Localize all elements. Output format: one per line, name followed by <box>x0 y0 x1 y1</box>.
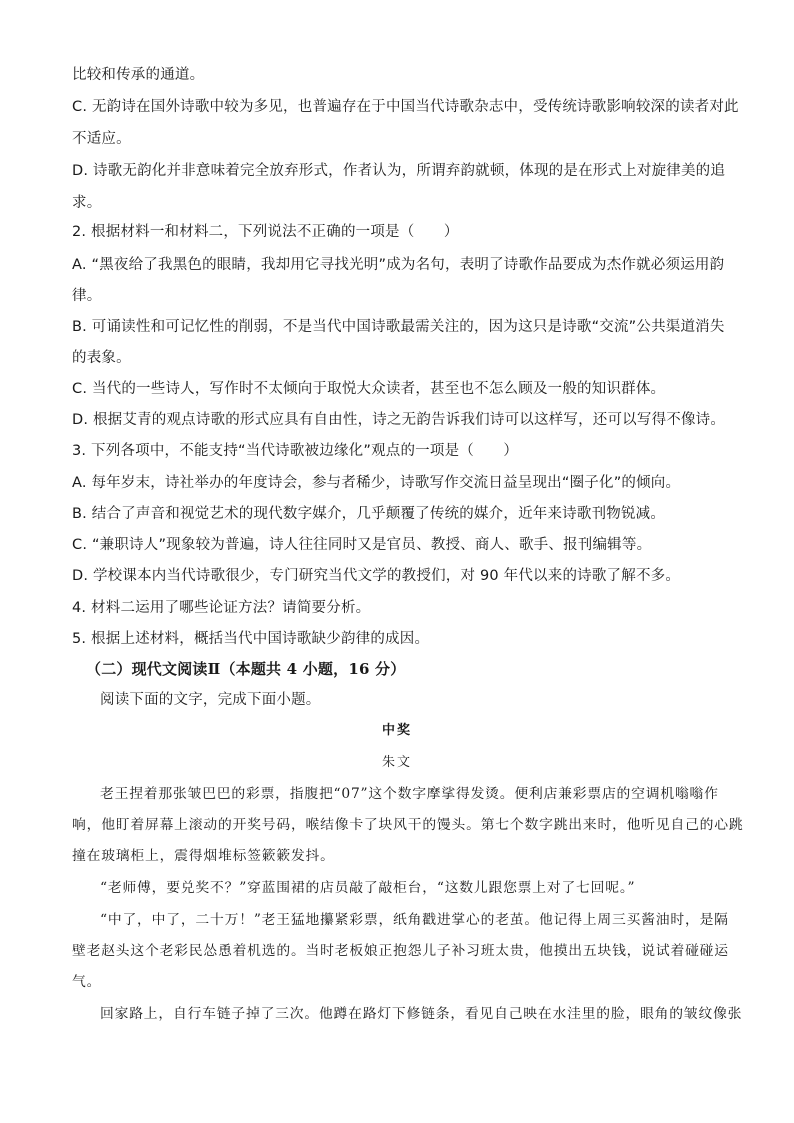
text-line: 的表象。 <box>72 350 131 366</box>
question-2-option-b: B. 可诵读性和可记忆性的削弱，不是当代中国诗歌最需关注的，因为这只是诗歌“交流”公共渠道消失 <box>72 319 725 335</box>
question-3-option-d: D. 学校课本内当代诗歌很少，专门研究当代文学的教授们，对 90 年代以来的诗歌了解不多。 <box>72 568 681 584</box>
story-line: 气。 <box>72 974 102 990</box>
question-2-option-a: A. “黑夜给了我黑色的眼睛，我却用它寻找光明”成为名句，表明了诗歌作品要成为杰作就必须运用韵 <box>72 257 725 273</box>
story-paragraph: 老王捏着那张皱巴巴的彩票，指腹把“07”这个数字摩挲得发烫。便利店兼彩票店的空调机嗡嗡作 <box>100 786 719 802</box>
text-line: 律。 <box>72 288 102 304</box>
question-5: 5. 根据上述材料，概括当代中国诗歌缺少韵律的成因。 <box>72 631 430 647</box>
text-line: 比较和传承的通道。 <box>72 67 205 83</box>
story-author: 朱文 <box>381 755 412 770</box>
question-3: 3. 下列各项中，不能支持“当代诗歌被边缘化”观点的一项是（ ） <box>72 443 519 459</box>
story-paragraph: “中了，中了，二十万！”老王猛地攥紧彩票，纸角戳进掌心的老茧。他记得上周三买酱油时，是隔 <box>100 912 729 928</box>
question-3-option-c: C. “兼职诗人”现象较为普遍，诗人往往同时又是官员、教授、商人、歌手、报刊编辑等。 <box>72 537 652 553</box>
question-3-option-a: A. 每年岁末，诗社举办的年度诗会，参与者稀少，诗歌写作交流日益呈现出“圈子化”的倾向。 <box>72 475 681 491</box>
question-2-option-c: C. 当代的一些诗人，写作时不太倾向于取悦大众读者，甚至也不怎么顾及一般的知识群体。 <box>72 381 666 397</box>
option-d: D. 诗歌无韵化并非意味着完全放弃形式，作者认为，所谓弃韵就顿，体现的是在形式上对旋律美的追 <box>72 163 726 179</box>
instruction: 阅读下面的文字，完成下面小题。 <box>100 692 321 708</box>
question-2-option-d: D. 根据艾青的观点诗歌的形式应具有自由性，诗之无韵告诉我们诗可以这样写，还可以写得不像诗。 <box>72 412 726 428</box>
story-paragraph: 回家路上，自行车链子掉了三次。他蹲在路灯下修链条，看见自己映在水洼里的脸，眼角的皱纹像张 <box>100 1006 743 1022</box>
question-2: 2. 根据材料一和材料二，下列说法不正确的一项是（ ） <box>72 224 459 240</box>
story-paragraph: “老师傅，要兑奖不？”穿蓝围裙的店员敲了敲柜台，“这数儿跟您票上对了七回呢。” <box>100 880 636 896</box>
option-c: C. 无韵诗在国外诗歌中较为多见，也普遍存在于中国当代诗歌杂志中，受传统诗歌影响较深的读者对此 <box>72 99 739 115</box>
story-line: 撞在玻璃柜上，震得烟堆标签簌簌发抖。 <box>72 848 335 864</box>
question-3-option-b: B. 结合了声音和视觉艺术的现代数字媒介，几乎颠覆了传统的媒介，近年来诗歌刊物锐减。 <box>72 506 666 522</box>
story-line: 壁老赵头这个老彩民怂恿着机选的。当时老板娘正抱怨儿子补习班太贵，他摸出五块钱，说试着碰碰运 <box>72 943 729 959</box>
text-line: 求。 <box>72 195 102 211</box>
text-line: 不适应。 <box>72 131 131 147</box>
story-line: 响，他盯着屏幕上滚动的开奖号码，喉结像卡了块风干的馒头。第七个数字跳出来时，他听见自己的心跳 <box>72 817 744 833</box>
story-title: 中奖 <box>381 723 412 738</box>
question-4: 4. 材料二运用了哪些论证方法？请简要分析。 <box>72 600 371 616</box>
section-heading: （二）现代文阅读Ⅱ（本题共 4 小题，16 分） <box>86 660 406 678</box>
